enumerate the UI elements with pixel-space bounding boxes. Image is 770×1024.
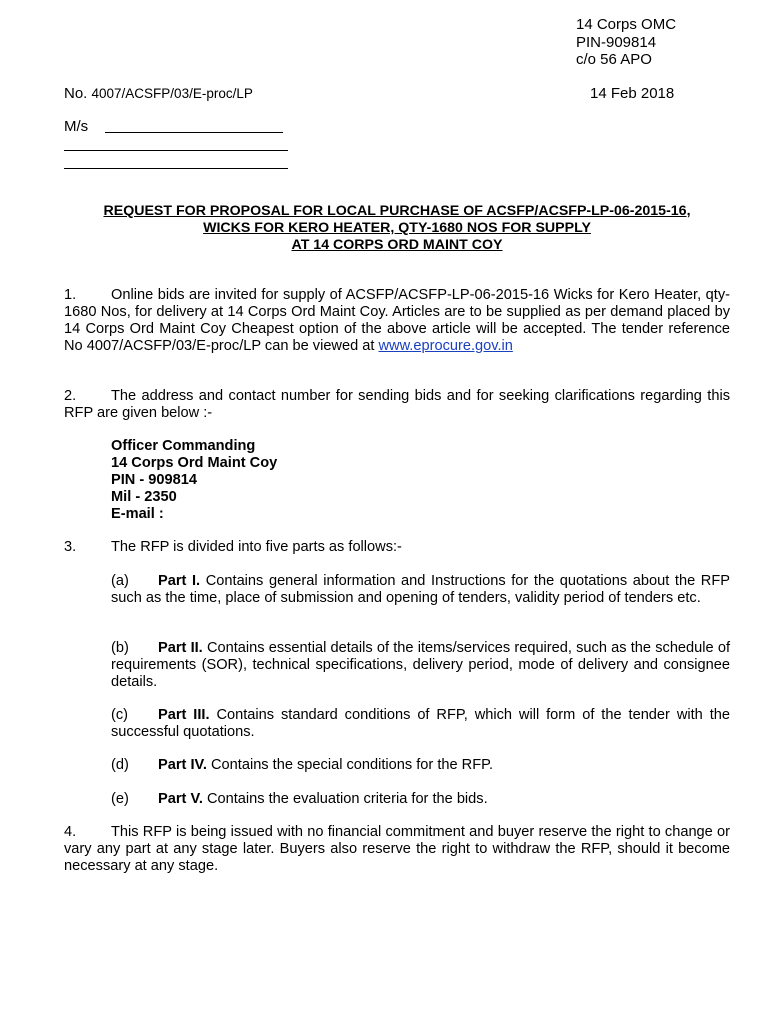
part-b-text: Contains essential details of the items/services required, such as the schedule of requirements (SOR), technical specifications, delivery period, mode of delivery and consignee details.	[111, 640, 731, 690]
paragraph-4-number: 4.	[64, 824, 77, 840]
document-date: 14 Feb 2018	[590, 85, 675, 102]
address-line-5: E-mail :	[111, 506, 164, 522]
title-line-1: REQUEST FOR PROPOSAL FOR LOCAL PURCHASE OF ACSFP/ACSFP-LP-06-2015-16,	[103, 203, 691, 219]
address-line-2: 14 Corps Ord Maint Coy	[111, 455, 278, 471]
paragraph-1-number: 1.	[64, 287, 77, 303]
paragraph-3	[64, 539, 730, 556]
paragraph-3-text: The RFP is divided into five parts as follows:-	[111, 539, 402, 555]
part-d-name: Part IV.	[158, 757, 207, 773]
addressee-label: M/s	[64, 118, 89, 135]
part-e	[111, 791, 730, 808]
part-d-label: (d)	[111, 757, 129, 773]
part-a-label: (a)	[111, 573, 129, 589]
eprocure-link[interactable]: www.eprocure.gov.in	[378, 338, 513, 354]
sender-apo: c/o 56 APO	[576, 51, 652, 68]
part-b-label: (b)	[111, 640, 129, 656]
part-b	[111, 640, 730, 691]
addressee-blank-line-3	[64, 168, 288, 169]
contact-address-block	[111, 438, 277, 523]
part-c	[111, 707, 730, 741]
document-title	[64, 203, 730, 254]
part-d	[111, 757, 730, 774]
addressee-blank-line-2	[64, 150, 288, 151]
sender-org: 14 Corps OMC	[576, 16, 677, 33]
part-a-name: Part I.	[158, 573, 201, 589]
address-line-1: Officer Commanding	[111, 438, 256, 454]
reference-number	[64, 85, 253, 102]
reference-code: 4007/ACSFP/03/E-proc/LP	[91, 86, 253, 101]
part-c-label: (c)	[111, 707, 129, 723]
addressee-blank-line-1	[105, 132, 283, 133]
part-a	[111, 573, 730, 607]
paragraph-2	[64, 388, 730, 422]
part-b-name: Part II.	[158, 640, 203, 656]
paragraph-4	[64, 824, 730, 875]
reference-label: No.	[64, 85, 88, 102]
title-line-3: AT 14 CORPS ORD MAINT COY	[291, 237, 503, 253]
part-e-text: Contains the evaluation criteria for the bids.	[202, 791, 488, 807]
sender-address-block	[576, 16, 676, 69]
sender-pin: PIN-909814	[576, 33, 657, 51]
part-d-text: Contains the special conditions for the RFP.	[206, 757, 494, 773]
address-line-3: PIN - 909814	[111, 472, 197, 488]
part-e-name: Part V.	[158, 791, 203, 807]
part-a-text: Contains general information and Instructions for the quotations about the RFP such as the time, place of submission and opening of tenders, validity period of tenders etc.	[111, 573, 730, 606]
part-c-text: Contains standard conditions of RFP, which will form of the tender with the successful quotations.	[111, 707, 730, 740]
paragraph-2-number: 2.	[64, 388, 77, 404]
address-line-4: Mil - 2350	[111, 489, 177, 505]
paragraph-2-text: The address and contact number for sending bids and for seeking clarifications regarding this RFP are given below :-	[64, 388, 730, 421]
paragraph-1	[64, 287, 730, 355]
paragraph-1-text: Online bids are invited for supply of ACSFP/ACSFP-LP-06-2015-16 Wicks for Kero Heater, qty- 1680 Nos, for delivery at 14 Corps Ord Maint Coy. Articles are to be supplied as per demand placed by 14 Corps Ord Maint Coy Cheapest option of the above article will be accepted. The tender reference No 4007/ACSFP/03/E-proc/LP can be viewed at	[64, 287, 730, 354]
part-e-label: (e)	[111, 791, 129, 807]
title-line-2: WICKS FOR KERO HEATER, QTY-1680 NOS FOR SUPPLY	[203, 220, 591, 236]
part-c-name: Part III.	[158, 707, 210, 723]
paragraph-4-text: This RFP is being issued with no financial commitment and buyer reserve the right to change or vary any part at any stage later. Buyers also reserve the right to withdraw the RFP, should it become necessary at any stage.	[64, 824, 730, 874]
paragraph-3-number: 3.	[64, 539, 77, 555]
